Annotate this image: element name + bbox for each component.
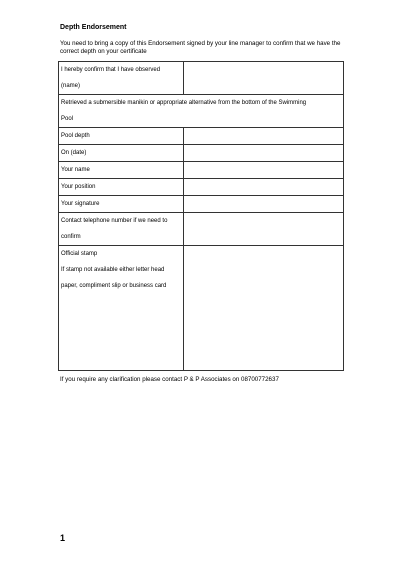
retrieved-statement: Retrieved a submersible manikin or appropriate alternative from the bottom of the Swimming [61, 100, 307, 106]
contact-label-cont: confirm [61, 234, 81, 240]
contact-label-cell [59, 213, 184, 246]
table-row [59, 62, 344, 95]
intro-text: You need to bring a copy of this Endorsement signed by your line manager to confirm that we have the correct depth on your certificate [60, 40, 341, 55]
position-field[interactable] [184, 179, 344, 196]
retrieved-statement-cell [59, 95, 344, 128]
name-label: Your name [59, 162, 184, 179]
table-row [59, 162, 344, 179]
footer-contact-text: If you require any clarification please contact P & P Associates on 08700772637 [60, 376, 279, 383]
table-row [59, 128, 344, 145]
document-title: Depth Endorsement [60, 24, 127, 31]
page-number: 1 [60, 533, 66, 543]
endorsement-form-table [58, 61, 344, 371]
observed-name-field[interactable] [184, 62, 344, 95]
table-row [59, 196, 344, 213]
table-row [59, 145, 344, 162]
signature-field[interactable] [184, 196, 344, 213]
name-field[interactable] [184, 162, 344, 179]
stamp-label: Official stamp [61, 251, 98, 257]
table-row [59, 179, 344, 196]
observed-label-cell [59, 62, 184, 95]
table-row [59, 95, 344, 128]
pool-depth-field[interactable] [184, 128, 344, 145]
stamp-alt-text: If stamp not available either letter head [61, 267, 165, 273]
signature-label: Your signature [59, 196, 184, 213]
position-label: Your position [59, 179, 184, 196]
stamp-field[interactable] [184, 246, 344, 371]
observed-label: I hereby confirm that I have observed [61, 67, 161, 73]
pool-depth-label: Pool depth [59, 128, 184, 145]
observed-name-label: (name) [61, 83, 81, 89]
date-field[interactable] [184, 145, 344, 162]
table-row [59, 213, 344, 246]
contact-label: Contact telephone number if we need to [61, 218, 168, 224]
retrieved-statement-cont: Pool [61, 116, 74, 122]
table-row [59, 246, 344, 371]
stamp-alt-text-cont: paper, compliment slip or business card [61, 283, 167, 289]
stamp-label-cell [59, 246, 184, 371]
date-label: On (date) [59, 145, 184, 162]
contact-field[interactable] [184, 213, 344, 246]
